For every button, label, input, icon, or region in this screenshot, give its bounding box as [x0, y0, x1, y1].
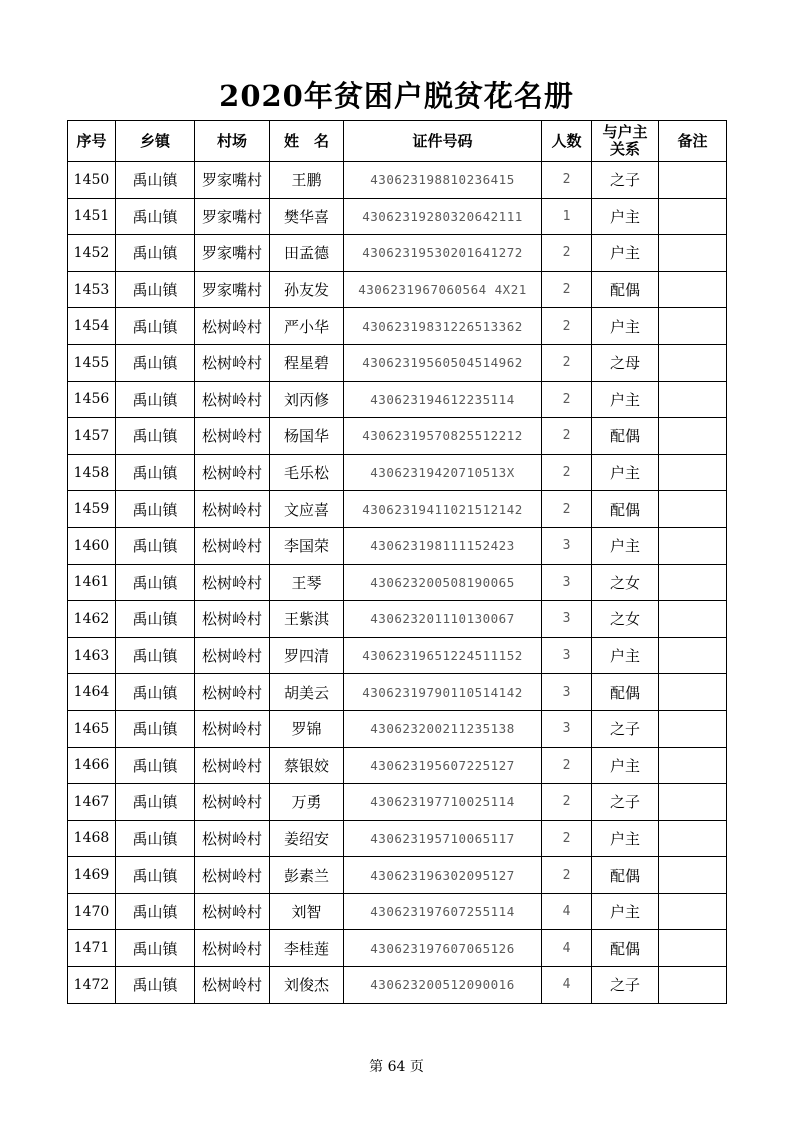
- cell-town: 禹山镇: [116, 893, 195, 930]
- cell-id-number: 43062319651224511152: [344, 637, 542, 674]
- cell-id-number: 430623194612235114: [344, 381, 542, 418]
- table-row: [68, 198, 727, 235]
- table-row: [68, 710, 727, 747]
- cell-town: 禹山镇: [116, 820, 195, 857]
- cell-remark: [659, 162, 727, 199]
- header-village: 村场: [195, 121, 270, 162]
- cell-relation: 户主: [592, 820, 659, 857]
- cell-household-size: 3: [542, 564, 592, 601]
- table-row: [68, 674, 727, 711]
- cell-town: 禹山镇: [116, 308, 195, 345]
- cell-household-size: 2: [542, 308, 592, 345]
- cell-town: 禹山镇: [116, 747, 195, 784]
- table-row: [68, 491, 727, 528]
- cell-name: 王鹏: [270, 162, 344, 199]
- cell-village: 松树岭村: [195, 967, 270, 1004]
- cell-village: 松树岭村: [195, 491, 270, 528]
- cell-name: 严小华: [270, 308, 344, 345]
- cell-remark: [659, 235, 727, 272]
- cell-name: 罗四清: [270, 637, 344, 674]
- cell-household-size: 3: [542, 637, 592, 674]
- cell-household-size: 2: [542, 857, 592, 894]
- cell-village: 松树岭村: [195, 893, 270, 930]
- cell-town: 禹山镇: [116, 637, 195, 674]
- cell-name: 罗锦: [270, 710, 344, 747]
- cell-town: 禹山镇: [116, 454, 195, 491]
- cell-town: 禹山镇: [116, 601, 195, 638]
- cell-household-size: 2: [542, 820, 592, 857]
- cell-town: 禹山镇: [116, 162, 195, 199]
- cell-name: 王紫淇: [270, 601, 344, 638]
- cell-relation: 户主: [592, 527, 659, 564]
- cell-relation: 之子: [592, 784, 659, 821]
- cell-relation: 户主: [592, 198, 659, 235]
- table-body: [68, 162, 727, 1004]
- cell-name: 杨国华: [270, 418, 344, 455]
- cell-name: 蔡银姣: [270, 747, 344, 784]
- cell-household-size: 3: [542, 674, 592, 711]
- header-relation-line1: 与户主: [602, 123, 648, 141]
- cell-village: 罗家嘴村: [195, 162, 270, 199]
- cell-remark: [659, 637, 727, 674]
- cell-name: 胡美云: [270, 674, 344, 711]
- cell-remark: [659, 491, 727, 528]
- table-row: [68, 235, 727, 272]
- cell-seq: 1453: [68, 271, 116, 308]
- cell-seq: 1470: [68, 893, 116, 930]
- table-row: [68, 418, 727, 455]
- cell-id-number: 430623200211235138: [344, 710, 542, 747]
- cell-remark: [659, 418, 727, 455]
- cell-town: 禹山镇: [116, 930, 195, 967]
- table-row: [68, 564, 727, 601]
- cell-seq: 1452: [68, 235, 116, 272]
- cell-village: 罗家嘴村: [195, 235, 270, 272]
- cell-relation: 户主: [592, 454, 659, 491]
- header-relation: [592, 121, 659, 162]
- cell-village: 松树岭村: [195, 381, 270, 418]
- cell-id-number: 43062319790110514142: [344, 674, 542, 711]
- cell-seq: 1459: [68, 491, 116, 528]
- cell-household-size: 4: [542, 893, 592, 930]
- header-name: 姓 名: [270, 121, 344, 162]
- cell-village: 松树岭村: [195, 454, 270, 491]
- header-id-number: 证件号码: [344, 121, 542, 162]
- cell-remark: [659, 784, 727, 821]
- cell-seq: 1455: [68, 344, 116, 381]
- cell-name: 孙友发: [270, 271, 344, 308]
- cell-relation: 户主: [592, 308, 659, 345]
- cell-name: 王琴: [270, 564, 344, 601]
- cell-seq: 1461: [68, 564, 116, 601]
- cell-village: 松树岭村: [195, 564, 270, 601]
- cell-id-number: 430623197607065126: [344, 930, 542, 967]
- cell-name: 刘智: [270, 893, 344, 930]
- cell-remark: [659, 454, 727, 491]
- cell-id-number: 430623197710025114: [344, 784, 542, 821]
- table-header-row: [68, 121, 727, 162]
- cell-name: 田孟德: [270, 235, 344, 272]
- cell-household-size: 2: [542, 418, 592, 455]
- cell-name: 姜绍安: [270, 820, 344, 857]
- cell-town: 禹山镇: [116, 784, 195, 821]
- cell-household-size: 3: [542, 710, 592, 747]
- header-relation-line2: 关系: [609, 140, 640, 158]
- cell-town: 禹山镇: [116, 710, 195, 747]
- cell-id-number: 430623195710065117: [344, 820, 542, 857]
- cell-seq: 1454: [68, 308, 116, 345]
- cell-household-size: 4: [542, 967, 592, 1004]
- cell-id-number: 43062319530201641272: [344, 235, 542, 272]
- table-row: [68, 527, 727, 564]
- cell-id-number: 430623198111152423: [344, 527, 542, 564]
- table-row: [68, 601, 727, 638]
- cell-town: 禹山镇: [116, 674, 195, 711]
- cell-id-number: 43062319560504514962: [344, 344, 542, 381]
- table-row: [68, 381, 727, 418]
- cell-seq: 1457: [68, 418, 116, 455]
- cell-village: 松树岭村: [195, 820, 270, 857]
- cell-remark: [659, 601, 727, 638]
- header-remark: 备注: [659, 121, 727, 162]
- cell-remark: [659, 308, 727, 345]
- cell-remark: [659, 893, 727, 930]
- table-row: [68, 637, 727, 674]
- cell-seq: 1456: [68, 381, 116, 418]
- cell-remark: [659, 381, 727, 418]
- cell-seq: 1468: [68, 820, 116, 857]
- cell-village: 松树岭村: [195, 747, 270, 784]
- cell-relation: 配偶: [592, 418, 659, 455]
- table-row: [68, 857, 727, 894]
- table-row: [68, 454, 727, 491]
- cell-seq: 1467: [68, 784, 116, 821]
- cell-household-size: 2: [542, 454, 592, 491]
- cell-id-number: 43062319411021512142: [344, 491, 542, 528]
- cell-village: 松树岭村: [195, 308, 270, 345]
- cell-town: 禹山镇: [116, 381, 195, 418]
- cell-relation: 之女: [592, 601, 659, 638]
- table-row: [68, 820, 727, 857]
- cell-id-number: 430623196302095127: [344, 857, 542, 894]
- table-row: [68, 308, 727, 345]
- cell-remark: [659, 747, 727, 784]
- cell-village: 松树岭村: [195, 344, 270, 381]
- table-row: [68, 784, 727, 821]
- cell-seq: 1464: [68, 674, 116, 711]
- cell-relation: 配偶: [592, 491, 659, 528]
- cell-household-size: 2: [542, 747, 592, 784]
- cell-village: 罗家嘴村: [195, 271, 270, 308]
- header-seq: 序号: [68, 121, 116, 162]
- cell-relation: 配偶: [592, 857, 659, 894]
- table-row: [68, 930, 727, 967]
- cell-name: 万勇: [270, 784, 344, 821]
- cell-household-size: 3: [542, 527, 592, 564]
- cell-household-size: 2: [542, 162, 592, 199]
- cell-relation: 户主: [592, 747, 659, 784]
- cell-id-number: 430623198810236415: [344, 162, 542, 199]
- cell-relation: 之子: [592, 967, 659, 1004]
- table-row: [68, 893, 727, 930]
- poverty-roster-table: [67, 120, 727, 1004]
- cell-seq: 1471: [68, 930, 116, 967]
- cell-town: 禹山镇: [116, 271, 195, 308]
- page-number: 第 64 页: [369, 1059, 424, 1075]
- cell-town: 禹山镇: [116, 198, 195, 235]
- cell-name: 李桂莲: [270, 930, 344, 967]
- cell-village: 松树岭村: [195, 784, 270, 821]
- cell-remark: [659, 710, 727, 747]
- cell-household-size: 2: [542, 381, 592, 418]
- cell-id-number: 430623195607225127: [344, 747, 542, 784]
- cell-village: 松树岭村: [195, 527, 270, 564]
- cell-seq: 1458: [68, 454, 116, 491]
- cell-name: 程星碧: [270, 344, 344, 381]
- cell-remark: [659, 857, 727, 894]
- cell-household-size: 2: [542, 344, 592, 381]
- cell-village: 松树岭村: [195, 637, 270, 674]
- cell-village: 松树岭村: [195, 601, 270, 638]
- cell-id-number: 43062319570825512212: [344, 418, 542, 455]
- cell-id-number: 430623197607255114: [344, 893, 542, 930]
- cell-household-size: 2: [542, 491, 592, 528]
- cell-seq: 1463: [68, 637, 116, 674]
- cell-relation: 配偶: [592, 674, 659, 711]
- cell-remark: [659, 527, 727, 564]
- cell-household-size: 1: [542, 198, 592, 235]
- cell-town: 禹山镇: [116, 418, 195, 455]
- cell-town: 禹山镇: [116, 967, 195, 1004]
- cell-household-size: 2: [542, 235, 592, 272]
- cell-village: 松树岭村: [195, 710, 270, 747]
- cell-village: 松树岭村: [195, 930, 270, 967]
- cell-remark: [659, 198, 727, 235]
- table-row: [68, 162, 727, 199]
- cell-relation: 配偶: [592, 930, 659, 967]
- cell-village: 松树岭村: [195, 857, 270, 894]
- header-household-size: 人数: [542, 121, 592, 162]
- cell-remark: [659, 967, 727, 1004]
- cell-id-number: 43062319831226513362: [344, 308, 542, 345]
- cell-village: 松树岭村: [195, 674, 270, 711]
- cell-town: 禹山镇: [116, 564, 195, 601]
- cell-relation: 配偶: [592, 271, 659, 308]
- cell-id-number: 43062319280320642111: [344, 198, 542, 235]
- cell-relation: 之母: [592, 344, 659, 381]
- cell-relation: 之女: [592, 564, 659, 601]
- cell-village: 松树岭村: [195, 418, 270, 455]
- cell-town: 禹山镇: [116, 527, 195, 564]
- cell-name: 文应喜: [270, 491, 344, 528]
- cell-remark: [659, 344, 727, 381]
- cell-name: 樊华喜: [270, 198, 344, 235]
- cell-id-number: 430623200512090016: [344, 967, 542, 1004]
- cell-town: 禹山镇: [116, 491, 195, 528]
- cell-name: 刘丙修: [270, 381, 344, 418]
- cell-name: 刘俊杰: [270, 967, 344, 1004]
- cell-household-size: 2: [542, 271, 592, 308]
- cell-relation: 户主: [592, 893, 659, 930]
- cell-household-size: 4: [542, 930, 592, 967]
- table-row: [68, 967, 727, 1004]
- cell-town: 禹山镇: [116, 344, 195, 381]
- cell-relation: 户主: [592, 381, 659, 418]
- cell-seq: 1462: [68, 601, 116, 638]
- cell-remark: [659, 674, 727, 711]
- cell-household-size: 2: [542, 784, 592, 821]
- cell-town: 禹山镇: [116, 235, 195, 272]
- cell-seq: 1450: [68, 162, 116, 199]
- cell-id-number: 430623200508190065: [344, 564, 542, 601]
- cell-remark: [659, 271, 727, 308]
- cell-relation: 之子: [592, 710, 659, 747]
- cell-remark: [659, 820, 727, 857]
- cell-seq: 1469: [68, 857, 116, 894]
- cell-relation: 户主: [592, 637, 659, 674]
- cell-seq: 1472: [68, 967, 116, 1004]
- cell-name: 毛乐松: [270, 454, 344, 491]
- header-town: 乡镇: [116, 121, 195, 162]
- cell-id-number: 4306231967060564 4X21: [344, 271, 542, 308]
- cell-relation: 之子: [592, 162, 659, 199]
- cell-seq: 1465: [68, 710, 116, 747]
- cell-name: 李国荣: [270, 527, 344, 564]
- document-title: 2020年贫困户脱贫花名册: [219, 79, 574, 113]
- cell-id-number: 430623201110130067: [344, 601, 542, 638]
- cell-household-size: 3: [542, 601, 592, 638]
- cell-relation: 户主: [592, 235, 659, 272]
- cell-seq: 1460: [68, 527, 116, 564]
- cell-remark: [659, 564, 727, 601]
- table-row: [68, 271, 727, 308]
- cell-name: 彭素兰: [270, 857, 344, 894]
- cell-remark: [659, 930, 727, 967]
- table-row: [68, 747, 727, 784]
- cell-village: 罗家嘴村: [195, 198, 270, 235]
- cell-seq: 1451: [68, 198, 116, 235]
- cell-town: 禹山镇: [116, 857, 195, 894]
- table-row: [68, 344, 727, 381]
- cell-id-number: 43062319420710513X: [344, 454, 542, 491]
- cell-seq: 1466: [68, 747, 116, 784]
